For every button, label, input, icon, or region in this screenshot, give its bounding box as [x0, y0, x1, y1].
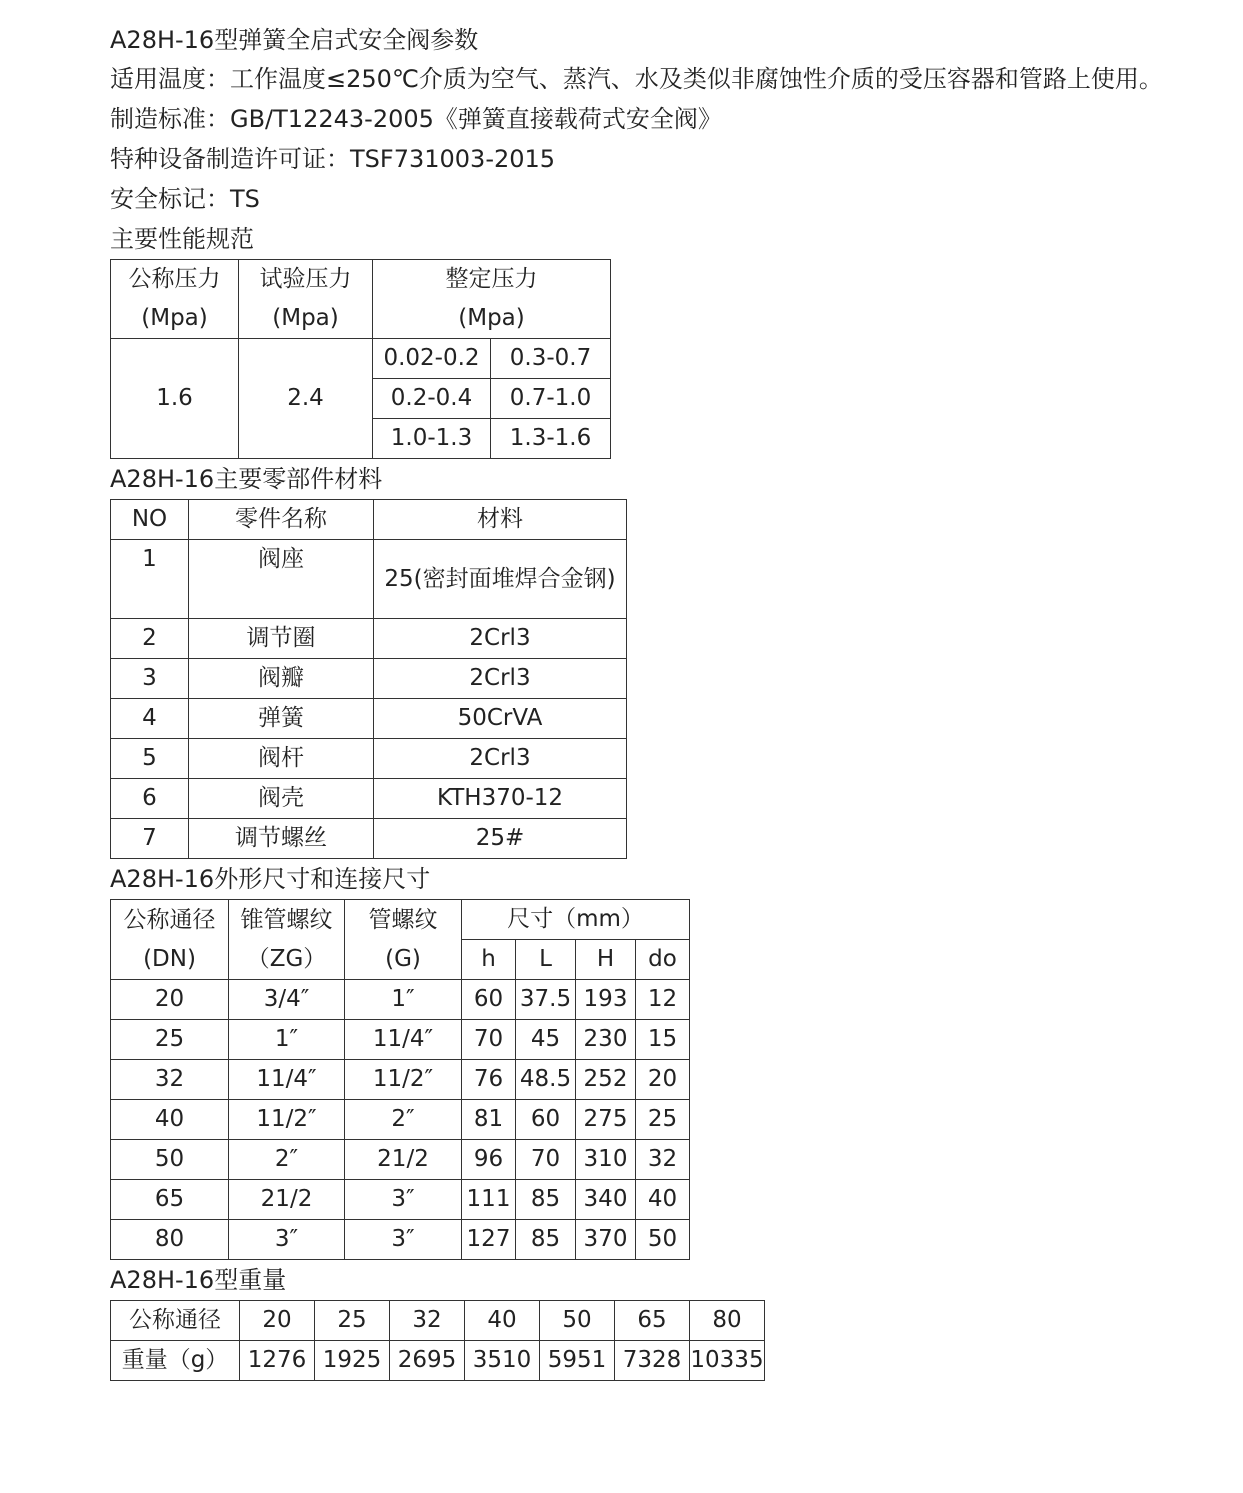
table-cell: 3/4″: [229, 980, 345, 1020]
table-cell: 50: [111, 1140, 229, 1180]
table-cell: 20: [240, 1301, 315, 1341]
header-g: [345, 900, 462, 980]
safety-mark-text: 安全标记：TS: [110, 185, 260, 213]
table-row: [111, 659, 627, 699]
header-line: 管螺纹: [368, 906, 438, 933]
table-row: [111, 339, 611, 379]
header-cell: NO: [111, 500, 189, 540]
table-cell: 20: [111, 980, 229, 1020]
header-cell: 材料: [374, 500, 627, 540]
table-cell: 25: [111, 1020, 229, 1060]
performance-table: [110, 259, 611, 459]
table-cell: 230: [576, 1020, 636, 1060]
table-cell: 310: [576, 1140, 636, 1180]
table-cell: 5951: [540, 1341, 615, 1381]
part-name: 弹簧: [189, 699, 374, 739]
header-h: h: [462, 940, 516, 980]
table-cell: 48.5: [516, 1060, 576, 1100]
header-line: (DN): [143, 945, 196, 972]
table-cell: 80: [111, 1220, 229, 1260]
table-cell: 1″: [229, 1020, 345, 1060]
weight-heading: A28H-16型重量: [110, 1266, 287, 1294]
table-row: [111, 699, 627, 739]
table-cell: 32: [636, 1140, 690, 1180]
part-material: KTH370-12: [374, 779, 627, 819]
table-cell: 127: [462, 1220, 516, 1260]
table-cell: 7328: [615, 1341, 690, 1381]
table-row: [111, 779, 627, 819]
table-row: [111, 1220, 690, 1260]
table-row: [111, 1301, 765, 1341]
table-row: [111, 1020, 690, 1060]
set-range-cell: 0.7-1.0: [491, 379, 611, 419]
header-size: 尺寸（mm）: [462, 900, 690, 940]
table-cell: 340: [576, 1180, 636, 1220]
header-line: (Mpa): [458, 305, 525, 331]
table-cell: 275: [576, 1100, 636, 1140]
part-name: 阀座: [189, 540, 374, 619]
table-cell: 11/4″: [229, 1060, 345, 1100]
table-row: [111, 900, 690, 940]
table-row: [111, 1140, 690, 1180]
table-cell: 3510: [465, 1341, 540, 1381]
header-line: 整定压力: [445, 266, 538, 292]
part-material: 2Crl3: [374, 659, 627, 699]
part-name: 调节圈: [189, 619, 374, 659]
header-line: (G): [385, 945, 421, 972]
header-dn: [111, 900, 229, 980]
table-cell: 60: [462, 980, 516, 1020]
application-text: 适用温度：工作温度≤250℃介质为空气、蒸汽、水及类似非腐蚀性介质的受压容器和管路上使用。: [110, 65, 1163, 93]
table-cell: 3″: [345, 1220, 462, 1260]
table-row: [111, 500, 627, 540]
table-row: [111, 739, 627, 779]
table-cell: 12: [636, 980, 690, 1020]
header-test-pressure: [239, 260, 373, 339]
parts-table: [110, 499, 627, 859]
table-cell: 40: [636, 1180, 690, 1220]
table-cell: 81: [462, 1100, 516, 1140]
license-text: 特种设备制造许可证：TSF731003-2015: [110, 145, 556, 173]
dimensions-table: [110, 899, 690, 1260]
table-cell: 70: [462, 1020, 516, 1060]
table-cell: 21/2: [345, 1140, 462, 1180]
table-cell: 10335: [690, 1341, 765, 1381]
header-do: do: [636, 940, 690, 980]
table-cell: 65: [615, 1301, 690, 1341]
table-cell: 96: [462, 1140, 516, 1180]
header-line: 试验压力: [259, 266, 352, 292]
table-cell: 50: [636, 1220, 690, 1260]
table-cell: 2695: [390, 1341, 465, 1381]
table-cell: 3″: [229, 1220, 345, 1260]
part-name: 阀杆: [189, 739, 374, 779]
set-range-cell: 1.0-1.3: [373, 419, 491, 459]
test-pressure-value: 2.4: [239, 339, 373, 459]
table-cell: 21/2: [229, 1180, 345, 1220]
table-cell: 1925: [315, 1341, 390, 1381]
table-cell: 3″: [345, 1180, 462, 1220]
table-cell: 25: [636, 1100, 690, 1140]
table-cell: 60: [516, 1100, 576, 1140]
table-cell: 50: [540, 1301, 615, 1341]
table-cell: 40: [111, 1100, 229, 1140]
part-name: 调节螺丝: [189, 819, 374, 859]
table-cell: 65: [111, 1180, 229, 1220]
part-no: 2: [111, 619, 189, 659]
part-no: 3: [111, 659, 189, 699]
table-cell: 85: [516, 1180, 576, 1220]
table-row: [111, 819, 627, 859]
part-material: 50CrVA: [374, 699, 627, 739]
table-cell: 1276: [240, 1341, 315, 1381]
table-cell: 85: [516, 1220, 576, 1260]
row-label: 重量（g）: [111, 1341, 240, 1381]
nominal-pressure-value: 1.6: [111, 339, 239, 459]
table-cell: 11/2″: [229, 1100, 345, 1140]
table-cell: 15: [636, 1020, 690, 1060]
part-no: 6: [111, 779, 189, 819]
table-cell: 252: [576, 1060, 636, 1100]
part-no: 4: [111, 699, 189, 739]
header-nominal-pressure: [111, 260, 239, 339]
document-body: [110, 20, 1220, 1381]
standard-text: 制造标准：GB/T12243-2005《弹簧直接载荷式安全阀》: [110, 105, 722, 133]
header-l: L: [516, 940, 576, 980]
part-material: 25#: [374, 819, 627, 859]
table-row: [111, 619, 627, 659]
table-cell: 37.5: [516, 980, 576, 1020]
set-range-cell: 0.2-0.4: [373, 379, 491, 419]
table-cell: 2″: [229, 1140, 345, 1180]
set-range-cell: 1.3-1.6: [491, 419, 611, 459]
header-line: 锥管螺纹: [240, 906, 333, 933]
row-label: 公称通径: [111, 1301, 240, 1341]
part-material: 25(密封面堆焊合金钢): [374, 540, 627, 619]
table-cell: 32: [390, 1301, 465, 1341]
performance-heading: 主要性能规范: [110, 225, 254, 253]
table-cell: 76: [462, 1060, 516, 1100]
table-cell: 111: [462, 1180, 516, 1220]
header-zg: [229, 900, 345, 980]
part-material: 2Crl3: [374, 619, 627, 659]
weight-table: [110, 1300, 765, 1381]
part-no: 5: [111, 739, 189, 779]
table-row: [111, 1100, 690, 1140]
header-line: （ZG）: [246, 945, 327, 972]
header-h-upper: H: [576, 940, 636, 980]
header-cell: 零件名称: [189, 500, 374, 540]
table-cell: 40: [465, 1301, 540, 1341]
set-range-cell: 0.3-0.7: [491, 339, 611, 379]
table-cell: 20: [636, 1060, 690, 1100]
part-name: 阀瓣: [189, 659, 374, 699]
header-line: (Mpa): [141, 305, 208, 331]
table-cell: 25: [315, 1301, 390, 1341]
table-row: [111, 540, 627, 619]
table-cell: 45: [516, 1020, 576, 1060]
part-material: 2Crl3: [374, 739, 627, 779]
header-line: 公称通径: [123, 906, 216, 933]
table-cell: 70: [516, 1140, 576, 1180]
table-row: [111, 1060, 690, 1100]
page-title: A28H-16型弹簧全启式安全阀参数: [110, 26, 479, 54]
set-range-cell: 0.02-0.2: [373, 339, 491, 379]
part-no: 1: [111, 540, 189, 619]
header-line: (Mpa): [272, 305, 339, 331]
part-name: 阀壳: [189, 779, 374, 819]
header-set-pressure: [373, 260, 611, 339]
part-no: 7: [111, 819, 189, 859]
table-row: [111, 1341, 765, 1381]
dimensions-heading: A28H-16外形尺寸和连接尺寸: [110, 865, 431, 893]
table-cell: 1″: [345, 980, 462, 1020]
table-row: [111, 980, 690, 1020]
table-cell: 11/2″: [345, 1060, 462, 1100]
table-cell: 193: [576, 980, 636, 1020]
header-line: 公称压力: [128, 266, 221, 292]
table-cell: 370: [576, 1220, 636, 1260]
parts-heading: A28H-16主要零部件材料: [110, 465, 383, 493]
table-cell: 32: [111, 1060, 229, 1100]
table-cell: 80: [690, 1301, 765, 1341]
table-cell: 11/4″: [345, 1020, 462, 1060]
table-cell: 2″: [345, 1100, 462, 1140]
table-row: [111, 1180, 690, 1220]
